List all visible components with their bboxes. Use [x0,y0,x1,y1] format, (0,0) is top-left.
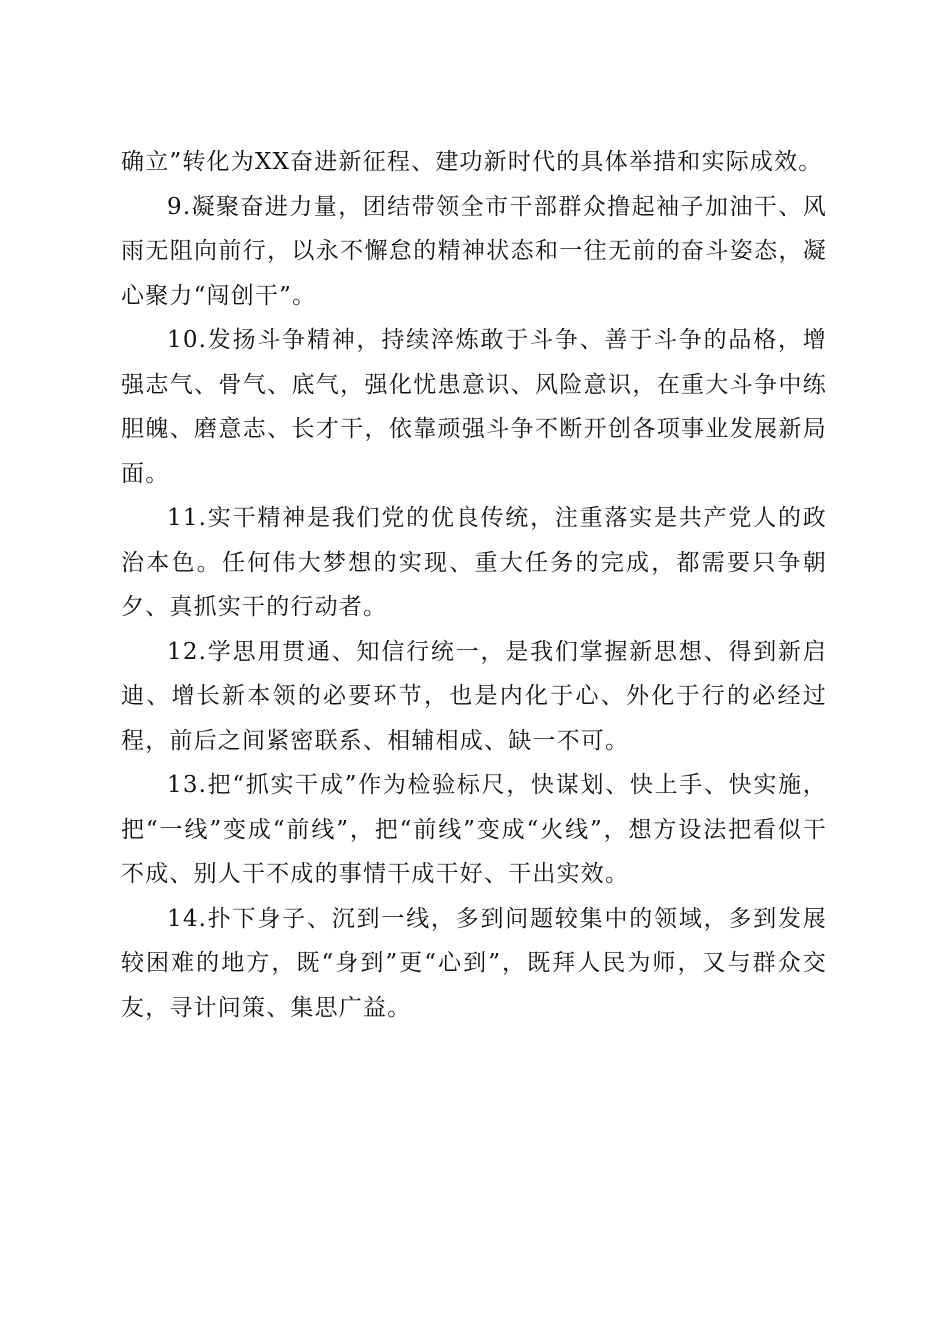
paragraph-continued: 确立”转化为XX奋进新征程、建功新时代的具体举措和实际成效。 [121,149,823,175]
paragraph-14: 14.扑下身子、沉到一线，多到问题较集中的领域，多到发展较困难的地方，既“身到”更“心到”，既拜人民为师，又与群众交友，寻计问策、集思广益。 [121,905,827,1021]
paragraph-10: 10.发扬斗争精神，持续淬炼敢于斗争、善于斗争的品格，增强志气、骨气、底气，强化忧患意识、风险意识，在重大斗争中练胆魄、磨意志、长才干，依靠顽强斗争不断开创各项事业发展新局面。 [121,327,827,487]
document-body [121,140,827,1030]
paragraph-9: 9.凝聚奋进力量，团结带领全市干部群众撸起袖子加油干、风雨无阻向前行，以永不懈怠的精神状态和一往无前的奋斗姿态，凝心聚力“闯创干”。 [121,193,827,309]
paragraph-11: 11.实干精神是我们党的优良传统，注重落实是共产党人的政治本色。任何伟大梦想的实现、重大任务的完成，都需要只争朝夕、真抓实干的行动者。 [121,505,827,620]
paragraph-13: 13.把“抓实干成”作为检验标尺，快谋划、快上手、快实施，把“一线”变成“前线”，把“前线”变成“火线”，想方设法把看似干不成、别人干不成的事情干成干好、干出实效。 [121,772,827,887]
paragraph-12: 12.学思用贯通、知信行统一，是我们掌握新思想、得到新启迪、增长新本领的必要环节，也是内化于心、外化于行的必经过程，前后之间紧密联系、相辅相成、缺一不可。 [121,638,827,754]
